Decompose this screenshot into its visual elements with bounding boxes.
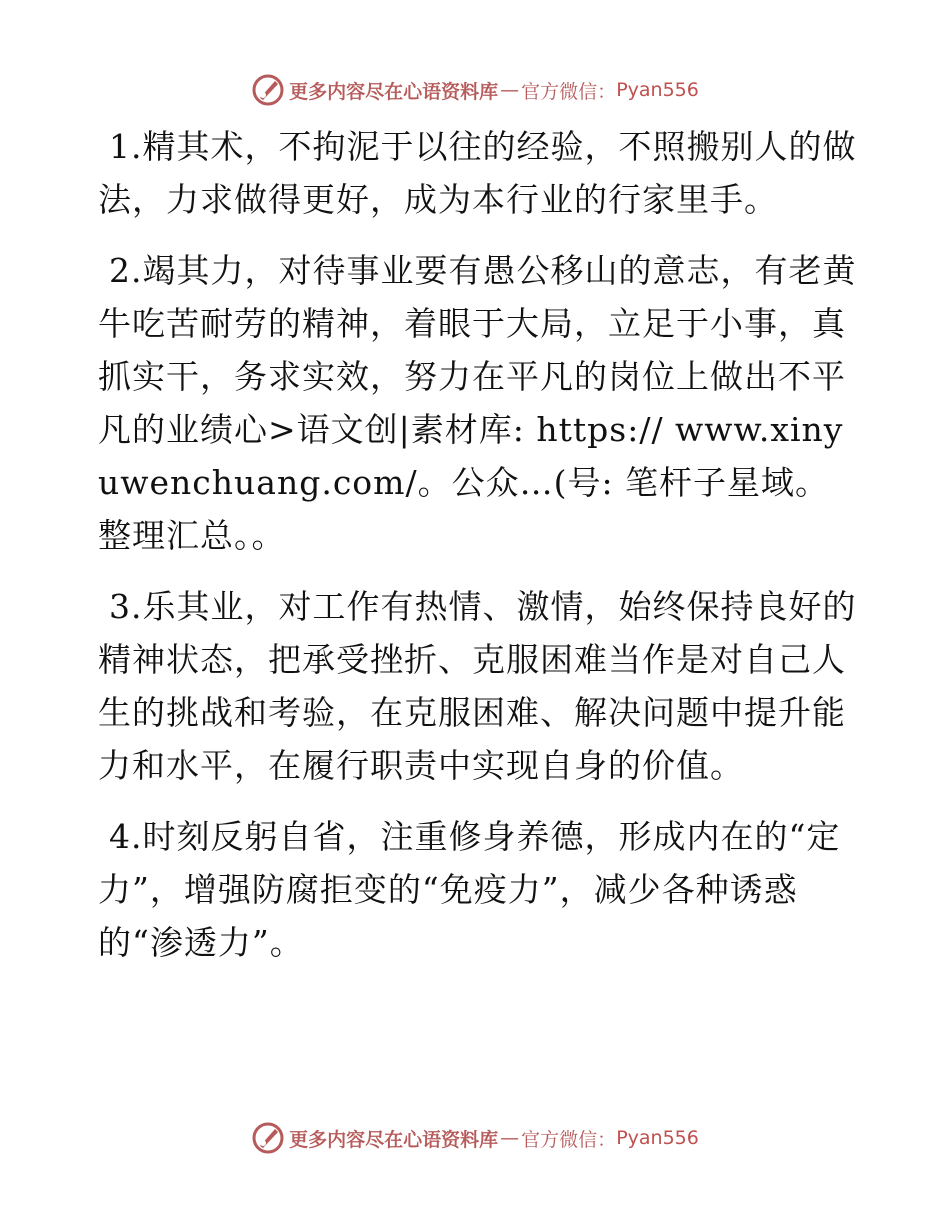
quill-seal-icon [251,73,285,107]
quill-seal-icon [251,1121,285,1155]
page-header-banner [0,70,950,110]
banner-dash: — [500,79,520,101]
banner-wechat-id: Pyan556 [616,79,699,101]
banner-wechat-label: 官方微信： [521,1128,617,1151]
paragraph-1: 1.精其术，不拘泥于以往的经验，不照搬别人的做法，力求做得更好，成为本行业的行家里手。 [98,127,857,219]
page-footer-banner [0,1118,950,1158]
paragraph-2: 2.竭其力，对待事业要有愚公移山的意志，有老黄牛吃苦耐劳的精神，着眼于大局，立足于小事，真抓实干，务求实效，努力在平凡的岗位上做出不平凡的业绩心>语文创|素材库: https:// www.xinyuwenchuang.com/。公众…(号: 笔杆子星域。整理汇总。。 [98,251,857,555]
paragraph-3: 3.乐其业，对工作有热情、激情，始终保持良好的精神状态，把承受挫折、克服困难当作是对自己人生的挑战和考验，在克服困难、解决问题中提升能力和水平，在履行职责中实现自身的价值。 [98,587,857,785]
document-body [98,120,858,987]
banner-main-text: 更多内容尽在心语资料库 [289,1128,499,1151]
banner-wechat-label: 官方微信： [521,80,617,103]
paragraph-4: 4.时刻反躬自省，注重修身养德，形成内在的“定力”，增强防腐拒变的“免疫力”，减少各种诱惑的“渗透力”。 [98,817,841,962]
banner-wechat-id: Pyan556 [616,1127,699,1149]
banner-main-text: 更多内容尽在心语资料库 [289,80,499,103]
banner-dash: — [500,1127,520,1149]
